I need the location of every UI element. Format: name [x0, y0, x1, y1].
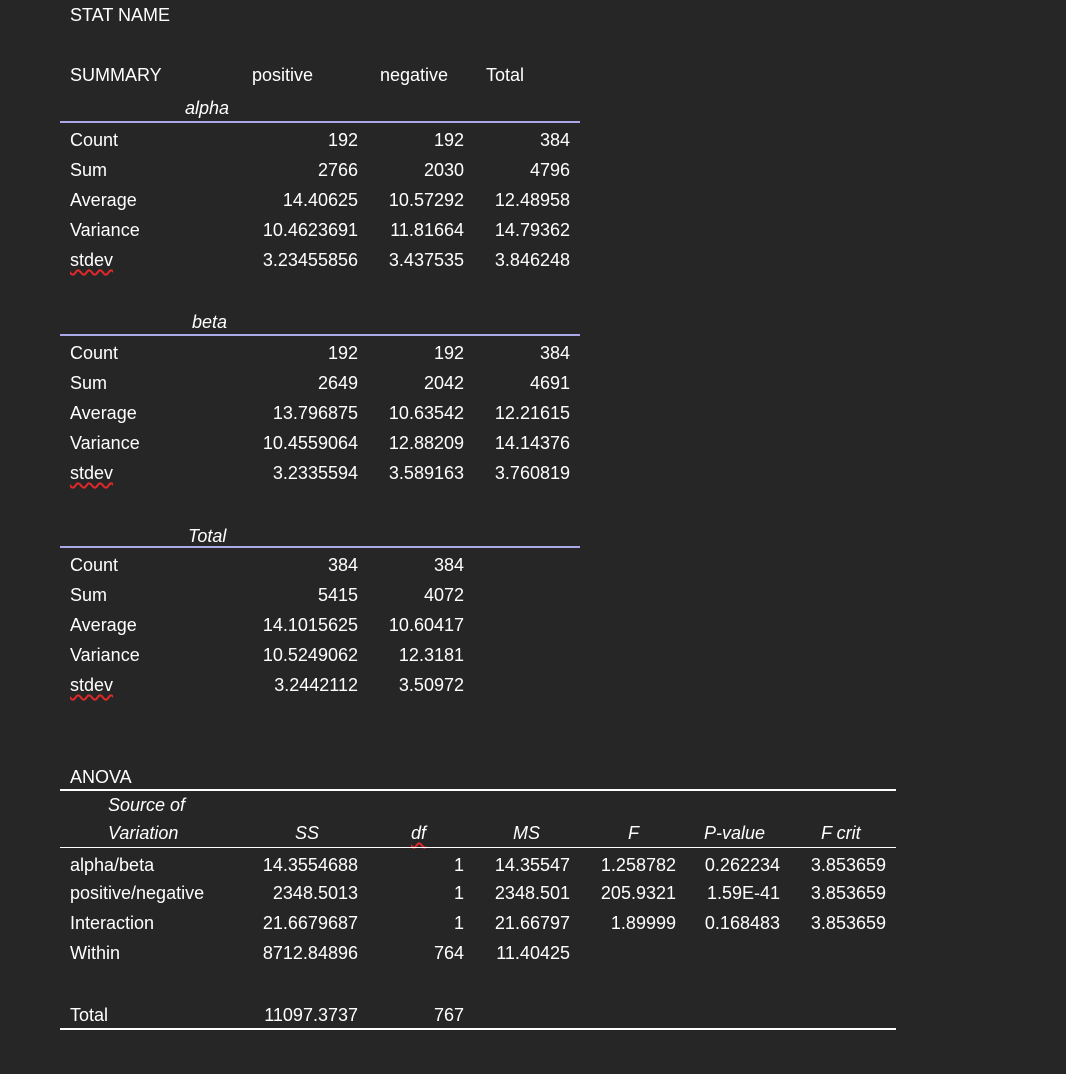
group-label-total: Total: [188, 526, 227, 546]
anova-ss: 8712.84896: [262, 943, 358, 963]
anova-fcrit: 3.853659: [810, 855, 886, 875]
anova-header-pvalue: P-value: [704, 823, 766, 843]
cell: 384: [433, 555, 464, 575]
anova-pvalue: 1.59E-41: [706, 883, 780, 903]
cell: 12.88209: [388, 433, 464, 453]
cell: 10.63542: [388, 403, 464, 423]
cell: 4796: [529, 160, 570, 180]
row-label-count: Count: [70, 555, 119, 575]
cell: 3.23455856: [262, 250, 358, 270]
cell: 2030: [423, 160, 464, 180]
row-label-sum: Sum: [70, 585, 108, 605]
cell: 192: [433, 343, 464, 363]
summary-label: SUMMARY: [70, 65, 162, 85]
anova-source: Within: [70, 943, 121, 963]
row-label-stdev: stdev: [70, 675, 114, 695]
anova-source: Interaction: [70, 913, 155, 933]
anova-fcrit: 3.853659: [810, 883, 886, 903]
anova-bottom-rule: [60, 1028, 896, 1030]
group-divider: [60, 334, 580, 336]
group-divider: [60, 546, 580, 548]
row-label-sum: Sum: [70, 160, 108, 180]
row-label-variance: Variance: [70, 220, 140, 240]
row-label-sum: Sum: [70, 373, 108, 393]
anova-ms: 11.40425: [496, 943, 570, 963]
cell: 14.1015625: [262, 615, 358, 635]
anova-df: 1: [453, 883, 464, 903]
cell: 10.5249062: [262, 645, 358, 665]
cell: 3.2335594: [272, 463, 358, 483]
anova-df: 1: [453, 855, 464, 875]
cell: 2042: [423, 373, 464, 393]
cell: 2766: [317, 160, 358, 180]
anova-total-ss: 11097.3737: [264, 1005, 358, 1025]
col-header-negative: negative: [380, 65, 449, 85]
cell: 10.60417: [388, 615, 464, 635]
group-divider: [60, 121, 580, 123]
cell: 192: [327, 343, 358, 363]
cell: 4691: [529, 373, 570, 393]
row-label-variance: Variance: [70, 645, 140, 665]
cell: 3.50972: [398, 675, 464, 695]
col-header-positive: positive: [252, 65, 314, 85]
group-label-beta: beta: [192, 312, 228, 332]
cell: 11.81664: [390, 220, 464, 240]
cell: 13.796875: [272, 403, 358, 423]
row-label-count: Count: [70, 130, 119, 150]
col-header-total: Total: [486, 65, 525, 85]
anova-ss: 2348.5013: [272, 883, 358, 903]
anova-source: positive/negative: [70, 883, 205, 903]
anova-fcrit: 3.853659: [810, 913, 886, 933]
cell: 192: [327, 130, 358, 150]
cell: 10.4559064: [262, 433, 358, 453]
cell: 384: [539, 343, 570, 363]
row-label-stdev: stdev: [70, 250, 114, 270]
anova-header-fcrit: F crit: [821, 823, 861, 843]
cell: 10.57292: [388, 190, 464, 210]
cell: 192: [433, 130, 464, 150]
anova-label: ANOVA: [70, 767, 132, 787]
anova-header-ss: SS: [295, 823, 320, 843]
row-label-average: Average: [70, 615, 137, 635]
anova-pvalue: 0.262234: [704, 855, 780, 875]
anova-ss: 14.3554688: [262, 855, 358, 875]
cell: 14.40625: [282, 190, 358, 210]
anova-df: 764: [433, 943, 464, 963]
row-label-count: Count: [70, 343, 119, 363]
anova-ms: 14.35547: [494, 855, 570, 875]
anova-total-df: 767: [433, 1005, 464, 1025]
anova-ms: 2348.501: [494, 883, 570, 903]
row-label-average: Average: [70, 403, 137, 423]
anova-ms: 21.66797: [494, 913, 570, 933]
anova-header-source-line2: Variation: [108, 823, 179, 843]
cell: 14.14376: [494, 433, 570, 453]
anova-header-ms: MS: [513, 823, 540, 843]
anova-source: alpha/beta: [70, 855, 155, 875]
anova-f: 1.258782: [600, 855, 676, 875]
anova-f: 205.9321: [600, 883, 676, 903]
cell: 384: [539, 130, 570, 150]
cell: 10.4623691: [262, 220, 358, 240]
cell: 2649: [317, 373, 358, 393]
cell: 3.760819: [494, 463, 570, 483]
anova-header-df: df: [411, 823, 427, 843]
cell: 14.79362: [494, 220, 570, 240]
sheet-title: STAT NAME: [70, 5, 171, 25]
row-label-average: Average: [70, 190, 137, 210]
anova-top-rule: [60, 789, 896, 791]
cell: 4072: [423, 585, 464, 605]
anova-header-f: F: [628, 823, 639, 843]
anova-header-source-line1: Source of: [108, 795, 186, 815]
anova-total-source: Total: [70, 1005, 109, 1025]
cell: 3.437535: [388, 250, 464, 270]
cell: 3.589163: [388, 463, 464, 483]
row-label-stdev: stdev: [70, 463, 114, 483]
cell: 3.846248: [494, 250, 570, 270]
anova-f: 1.89999: [610, 913, 676, 933]
cell: 384: [327, 555, 358, 575]
cell: 3.2442112: [274, 675, 358, 695]
cell: 12.3181: [398, 645, 464, 665]
anova-ss: 21.6679687: [262, 913, 358, 933]
cell: 5415: [317, 585, 358, 605]
anova-pvalue: 0.168483: [704, 913, 780, 933]
group-label-alpha: alpha: [185, 98, 230, 118]
anova-header-rule: [60, 847, 896, 848]
cell: 12.48958: [494, 190, 570, 210]
row-label-variance: Variance: [70, 433, 140, 453]
anova-df: 1: [453, 913, 464, 933]
cell: 12.21615: [494, 403, 570, 423]
